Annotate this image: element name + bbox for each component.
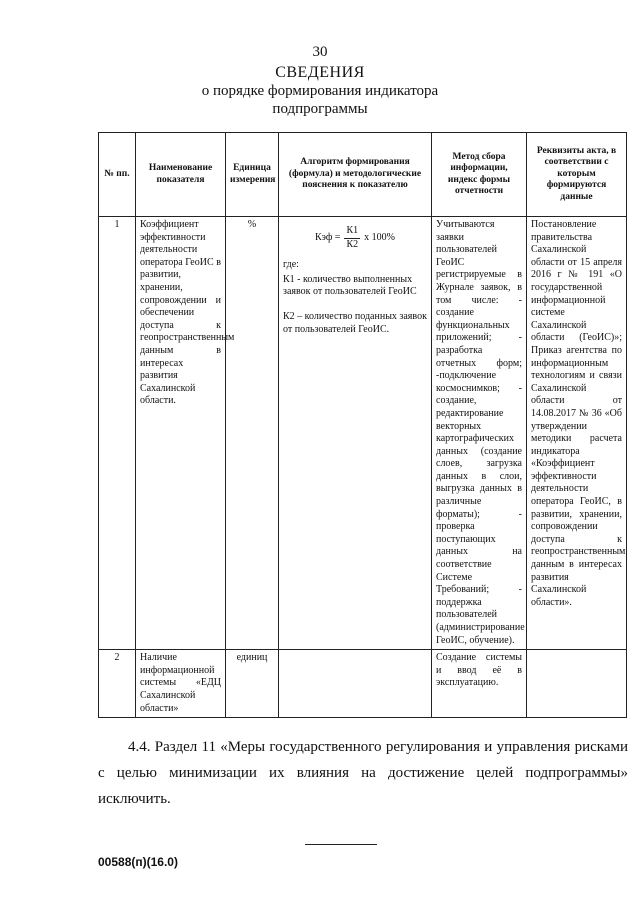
row-unit: единиц <box>226 650 279 718</box>
row-algorithm <box>279 217 432 650</box>
row-requisites <box>527 650 627 718</box>
row-method: Учитываются заявки пользователей ГеоИС регистрируемые в Журнале заявок, в том числе: - создание функциональных приложений; - разработка отчетных форм; -подключение космоснимков; - создание, редактирование векторных картографических данных (создание слоев, загрузка данных в слои, выгрузка данных в различные форматы); - проверка поступающих данных на соответствие Системе Требований; - поддержка пользователей (администрирование ГеоИС, обучение). <box>432 217 527 650</box>
row-method: Создание системы и ввод её в эксплуатацию. <box>432 650 527 718</box>
row-indicator-name: Коэффициент эффективности деятельности оператора ГеоИС в развитии, хранении, сопровождении и обеспечении доступа к геопространственным данным в интересах развития Сахалинской области. <box>136 217 226 650</box>
row-num: 2 <box>99 650 136 718</box>
row-algorithm <box>279 650 432 718</box>
header-algorithm: Алгоритм формирования (формула) и методологические пояснения к показателю <box>279 133 432 217</box>
algorithm-k1: К1 - количество выполненных заявок от пользователей ГеоИС <box>283 273 417 298</box>
page-number: 30 <box>312 44 328 60</box>
section-paragraph: 4.4. Раздел 11 «Меры государственного регулирования и управления рисками с целью минимизации их влияния на достижение целей подпрограммы» исключить. <box>98 739 628 807</box>
table-header-row <box>99 133 627 217</box>
formula-numerator: К1 <box>344 225 360 239</box>
algorithm-where: где: <box>283 259 299 271</box>
header-requisites: Реквизиты акта, в соответствии с которым формируются данные <box>527 133 627 217</box>
row-num: 1 <box>99 217 136 650</box>
formula-denominator: К2 <box>346 238 359 250</box>
table-row <box>99 650 627 718</box>
formula-fraction <box>344 225 360 251</box>
footer-divider <box>305 844 377 845</box>
row-requisites: Постановление правительства Сахалинской области от 15 апреля 2016 г № 191 «О государственной информационной системе Сахалинской области (ГеоИС)»; Приказ агентства по информационным технологиям и связи Сахалинской области от 14.08.2017 № 36 «Об утверждении методики расчета индикатора «Коэффициент эффективности деятельности оператора ГеоИС, в развитии, хранении, сопровождении доступа к геопространственным данным в интересах развития Сахалинской области». <box>527 217 627 650</box>
header-name: Наименование показателя <box>136 133 226 217</box>
header-method: Метод сбора информации, индекс формы отчетности <box>432 133 527 217</box>
table-row <box>99 217 627 650</box>
document-title: СВЕДЕНИЯ <box>275 64 365 81</box>
footer-document-code: 00588(п)(16.0) <box>98 855 178 869</box>
formula-rhs: x 100% <box>364 231 395 243</box>
algorithm-k2: К2 – количество поданных заявок от пользователей ГеоИС. <box>283 310 427 335</box>
header-num: № пп. <box>99 133 136 217</box>
document-subtitle-line2: подпрограммы <box>272 101 368 117</box>
row-unit: % <box>226 217 279 650</box>
efficiency-formula <box>283 225 427 251</box>
row-indicator-name: Наличие информационной системы «ЕДЦ Сахалинской области» <box>136 650 226 718</box>
indicator-table <box>98 132 627 718</box>
document-subtitle-line1: о порядке формирования индикатора <box>201 83 439 99</box>
header-unit: Единица измерения <box>226 133 279 217</box>
formula-lhs: Кэф = <box>315 231 341 243</box>
